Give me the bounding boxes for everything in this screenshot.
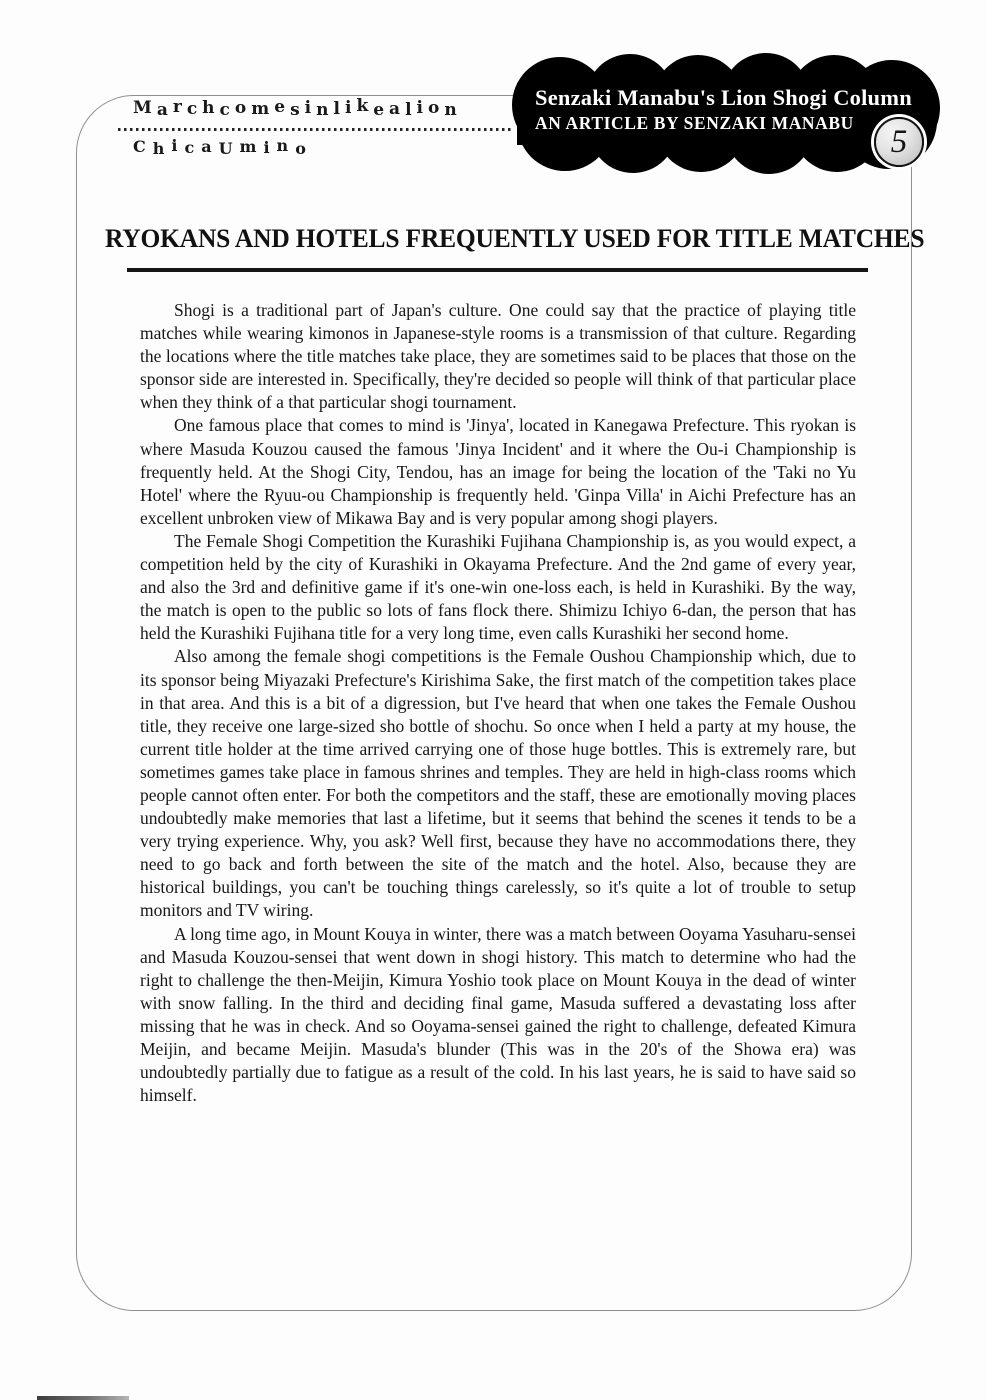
series-header — [133, 98, 553, 118]
article-title: RYOKANS AND HOTELS FREQUENTLY USED FOR TITLE MATCHES — [105, 224, 925, 253]
column-number-badge: 5 — [874, 117, 924, 167]
article-body — [140, 299, 856, 1107]
article-paragraph: Shogi is a traditional part of Japan's culture. One could say that the practice of playing title matches while wearing kimonos in Japanese-style rooms is a transmission of that culture. Regarding the locations where the title matches take place, they are sometimes said to be places that those on the sponsor side are interested in. Specifically, they're decided so people will think of that particular place when they think of a that particular shogi tournament. — [140, 300, 856, 413]
series-title: Marchcomesinlikealion — [133, 96, 462, 120]
badge-text — [535, 85, 915, 134]
badge-subtitle: AN ARTICLE BY SENZAKI MANABU — [535, 113, 854, 133]
article-paragraph: One famous place that comes to mind is 'Jinya', located in Kanegawa Prefecture. This ryokan is where Masuda Kouzou caused the famous 'Jinya Incident' and it where the Ou-i Championship is frequently held. At the Shogi City, Tendou, has an image for being the location of the 'Taki no Yu Hotel' where the Ryuu-ou Championship is frequently held. 'Ginpa Villa' in Aichi Prefecture has an excellent unbroken view of Mikawa Bay and is very popular among shogi players. — [140, 415, 856, 528]
article-paragraph: The Female Shogi Competition the Kurashiki Fujihana Championship is, as you would expect, a competition held by the city of Kurashiki in Okayama Prefecture. And the 2nd game of every year, and also the 3rd and definitive game if it's one-win one-loss each, is held in Kurashiki. By the way, the match is open to the public so lots of fans flock there. Shimizu Ichiyo 6-dan, the person that has held the Kurashiki Fujihana title for a very long time, even calls Kurashiki her second home. — [140, 530, 856, 644]
series-author: ChicaUmino — [133, 136, 313, 158]
title-underline-rule — [127, 268, 868, 272]
article-paragraph: Also among the female shogi competitions is the Female Oushou Championship which, due to its sponsor being Miyazaki Prefecture's Kirishima Sake, the first match of the competition takes place in that area. And this is a bit of a digression, but I've heard that when one takes the Female Oushou title, they receive one large-sized sho bottle of shochu. So once when I held a party at my house, the current title holder at the time arrived carrying one of those huge bottles. This is extremely rare, but sometimes games take place in famous shrines and temples. They are held in high-class rooms which people cannot often enter. For both the competitors and the staff, these are emotionally moving places undoubtedly make memories that last a lifetime, but it seems that behind the scenes it tends to be a very trying experience. Why, you ask? Well first, because they have no accommodations there, they need to go back and forth between the site of the match and the hotel. Also, because they are historical buildings, you can't be touching things carelessly, so it's quite a lot of trouble to setup monitors and TV wiring. — [140, 646, 856, 921]
dotted-divider — [118, 128, 514, 131]
article-paragraph: A long time ago, in Mount Kouya in winter, there was a match between Ooyama Yasuharu-sensei and Masuda Kouzou-sensei that went down in shogi history. This match to determine who had the right to challenge the then-Meijin, Kimura Yoshio took place on Mount Kouya in the dead of winter with snow falling. In the third and deciding final game, Masuda suffered a devastating loss after missing that he was in check. And so Ooyama-sensei gained the right to challenge, defeated Kimura Meijin, and became Meijin. Masuda's blunder (This was in the 20's of the Showa era) was undoubtedly partially due to fatigue as a result of the cold. In his last years, he is said to have said so himself. — [140, 923, 856, 1106]
badge-title: Senzaki Manabu's Lion Shogi Column — [535, 85, 912, 110]
column-badge — [505, 53, 941, 177]
scan-artifact — [37, 1396, 129, 1400]
